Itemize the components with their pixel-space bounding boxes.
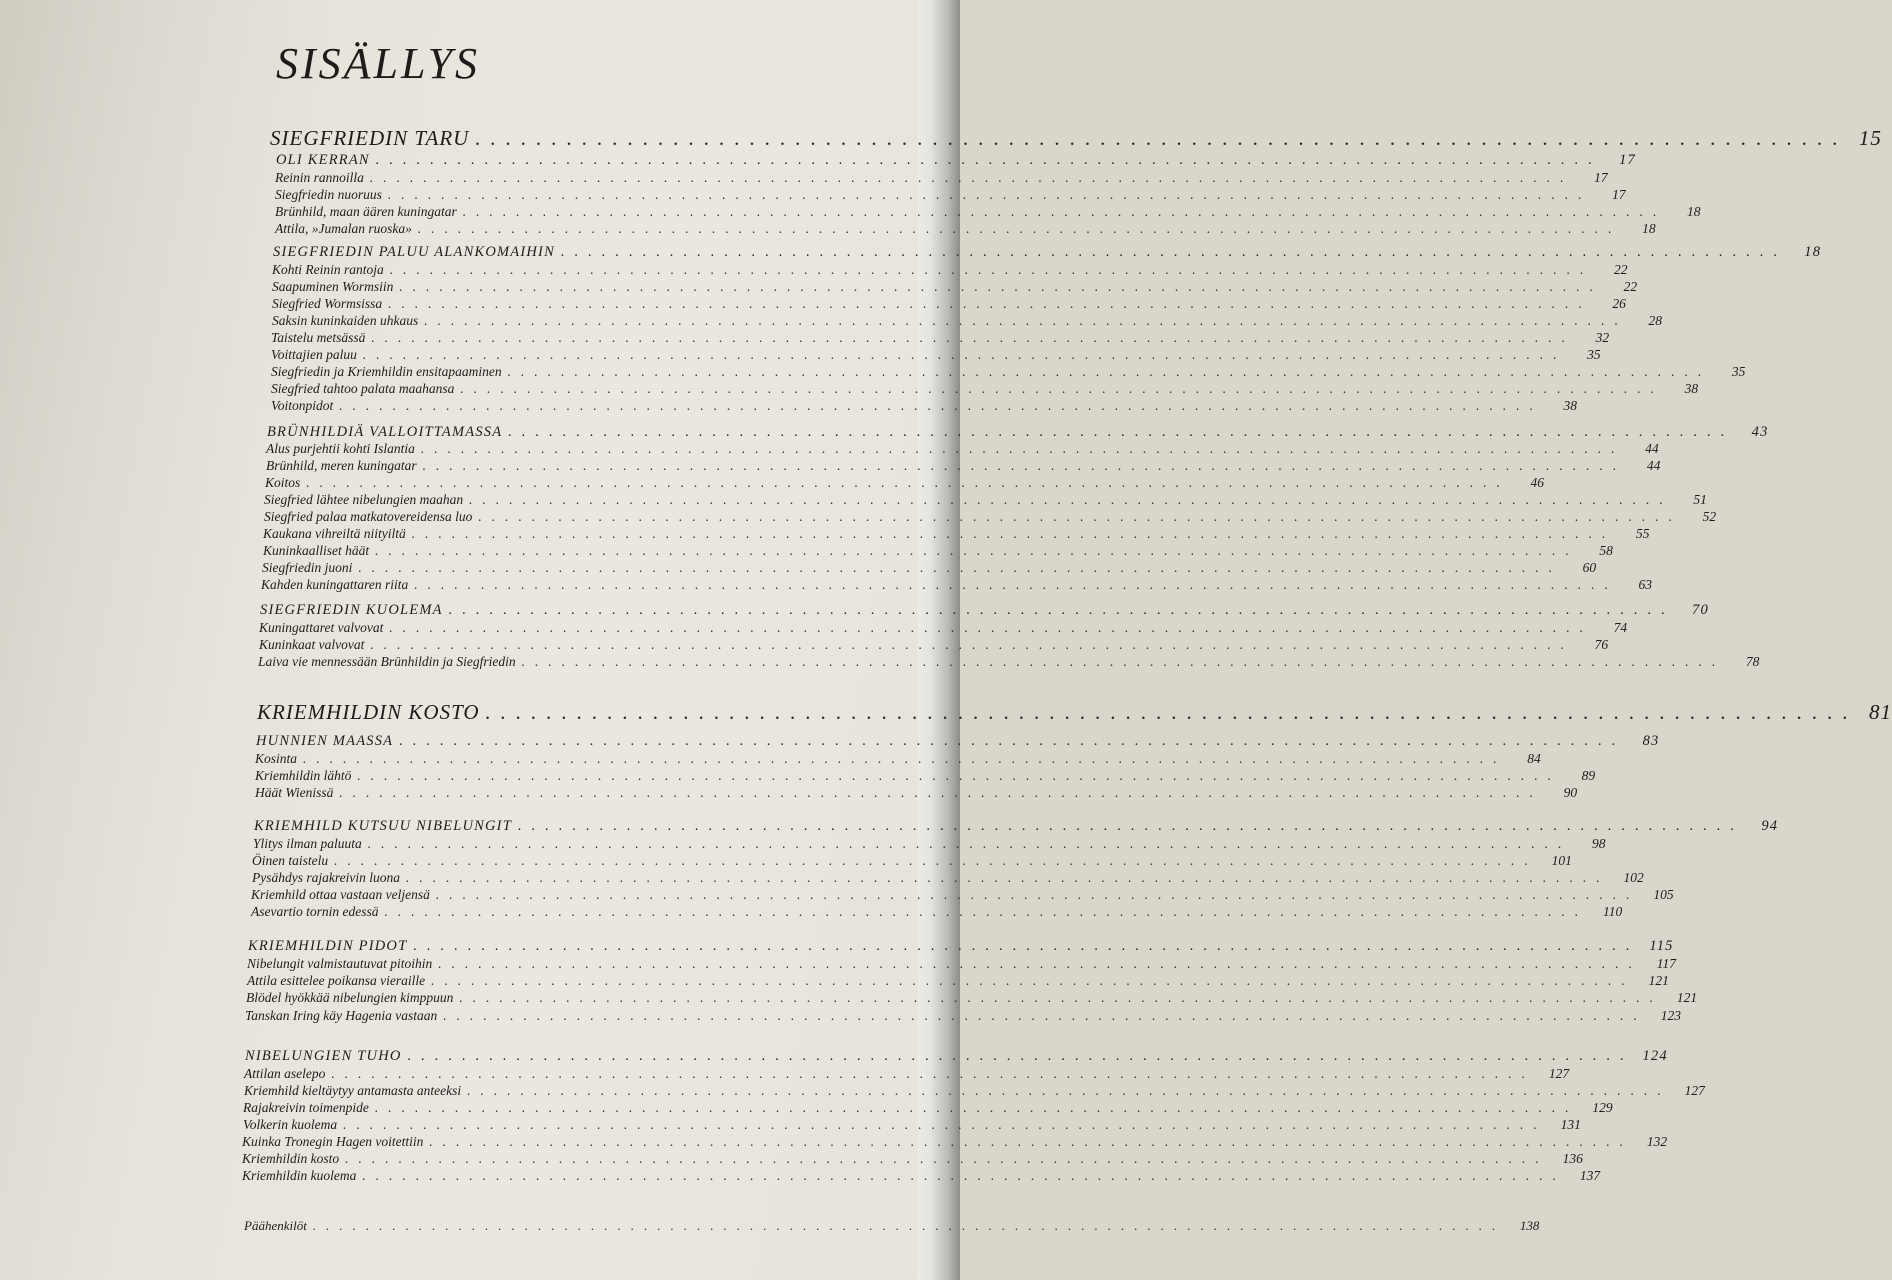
toc-chapter [276, 152, 1637, 172]
toc-section-title: Kriemhild kieltäytyy antamasta anteeksi [244, 1083, 462, 1098]
toc-section-page-number: 98 [1592, 836, 1606, 851]
toc-section [244, 1066, 1570, 1084]
toc-section-page-number: 101 [1551, 853, 1572, 868]
dot-leader: .......................................................................................... [462, 204, 1667, 219]
toc-section-page-number: 38 [1684, 381, 1699, 396]
toc-part-page-number: 15 [1858, 126, 1882, 150]
dot-leader: .......................................................................................... [399, 279, 1604, 294]
toc-section [242, 1151, 1583, 1169]
toc-section-title: Häät Wienissä [255, 785, 334, 800]
toc-part-title: KRIEMHILDIN KOSTO [257, 700, 480, 724]
toc-section-page-number: 127 [1684, 1083, 1705, 1098]
toc-section-title: Ylitys ilman paluuta [253, 836, 362, 851]
dot-leader: .......................................................................................... [303, 751, 1507, 766]
toc-section-page-number: 44 [1645, 441, 1659, 456]
toc-section [271, 398, 1578, 416]
toc-section-title: Saapuminen Wormsiin [272, 279, 394, 294]
toc-section-page-number: 117 [1656, 956, 1676, 971]
toc-section [275, 221, 1656, 239]
toc-section [275, 204, 1701, 222]
toc-section-title: Alus purjehtii kohti Islantia [266, 441, 415, 456]
toc-section-page-number: 137 [1579, 1168, 1601, 1183]
toc-section [271, 347, 1601, 365]
toc-section [243, 1117, 1581, 1135]
toc-section-title: Kosinta [255, 751, 298, 766]
toc-section-title: Siegfriedin juoni [262, 560, 353, 575]
toc-section [251, 904, 1623, 922]
toc-section-page-number: 102 [1623, 870, 1644, 885]
dot-leader: .......................................................................................... [312, 1218, 1506, 1233]
dot-leader: .......................................................................................... [339, 398, 1544, 413]
dot-leader: .......................................................................................... [369, 170, 1574, 185]
dot-leader: .......................................................................................... [420, 441, 1625, 456]
toc-section-title: Kohti Reinin rantoja [272, 262, 384, 277]
toc-section [266, 458, 1661, 476]
dot-leader: .......................................................................................... [424, 313, 1628, 328]
toc-section [265, 475, 1545, 493]
toc-section [247, 956, 1676, 974]
toc-chapter-title: SIEGFRIEDIN KUOLEMA [260, 602, 443, 618]
toc-section [244, 1083, 1705, 1101]
toc-chapter-title: KRIEMHILDIN PIDOT [248, 938, 408, 954]
toc-section-title: Kahden kuningattaren riita [261, 577, 409, 592]
toc-section-title: Taistelu metsässä [271, 330, 366, 345]
toc-section [272, 313, 1662, 331]
toc-section [271, 381, 1699, 399]
toc-section [242, 1168, 1601, 1186]
toc-section [272, 296, 1626, 314]
dot-leader: .......................................................................................... [459, 990, 1664, 1005]
toc-section-page-number: 55 [1635, 526, 1650, 541]
toc-section-title: Saksin kuninkaiden uhkaus [272, 313, 419, 328]
toc-section-title: Kaukana vihreiltä niityiltä [263, 526, 406, 541]
toc-section-page-number: 18 [1687, 204, 1701, 219]
toc-section-title: Attilan aselepo [244, 1066, 326, 1081]
toc-chapter-page-number: 17 [1619, 152, 1637, 168]
dot-leader: .......................................................................................... [384, 904, 1589, 919]
toc-section-title: Volkerin kuolema [243, 1117, 338, 1132]
toc-chapter-page-number: 124 [1642, 1048, 1668, 1064]
toc-section [264, 509, 1717, 527]
toc-section-page-number: 76 [1594, 637, 1609, 652]
dot-leader: .......................................................................................... [357, 768, 1562, 783]
toc-section-page-number: 89 [1581, 768, 1596, 783]
toc-section-page-number: 105 [1653, 887, 1674, 902]
toc-section-title: Brünhild, meren kuningatar [266, 458, 417, 473]
toc-section-title: Kriemhild ottaa vastaan veljensä [251, 887, 430, 902]
toc-section [251, 887, 1674, 905]
toc-section [247, 973, 1669, 991]
toc-section-page-number: 46 [1530, 475, 1545, 490]
toc-section [275, 187, 1626, 205]
toc-section-page-number: 18 [1642, 221, 1656, 236]
toc-section-title: Siegfried tahtoo palata maahansa [271, 381, 455, 396]
toc-section [255, 785, 1578, 803]
toc-chapter-page-number: 115 [1649, 938, 1674, 954]
dot-leader: .......................................................................................... [375, 543, 1579, 558]
dot-leader: .......................................................................................... [343, 1117, 1547, 1132]
dot-leader: .......................................................................................... [375, 152, 1603, 168]
dot-leader: .......................................................................................... [460, 381, 1665, 396]
dot-leader: .......................................................................................... [435, 887, 1640, 902]
dot-leader: .......................................................................................... [417, 221, 1622, 236]
toc-section [266, 441, 1659, 459]
toc-section-page-number: 44 [1646, 458, 1661, 473]
dot-leader: .......................................................................................... [475, 126, 1848, 150]
dot-leader: .......................................................................................... [306, 475, 1511, 490]
toc-section-title: Attila, »Jumalan ruoska» [275, 221, 412, 236]
dot-leader: .......................................................................................... [469, 492, 1673, 507]
toc-section-title: Kuningattaret valvovat [259, 620, 384, 635]
toc-section [263, 543, 1613, 561]
toc-section-page-number: 32 [1595, 330, 1610, 345]
dot-leader: .......................................................................................... [478, 509, 1683, 524]
toc-section-title: Kuinka Tronegin Hagen voitettiin [242, 1134, 424, 1149]
toc-section [262, 560, 1597, 578]
toc-chapter-page-number: 18 [1804, 244, 1822, 260]
toc-closing-entry-title: Päähenkilöt [244, 1218, 307, 1233]
toc-chapter [256, 733, 1660, 753]
dot-leader: .......................................................................................... [521, 654, 1726, 669]
dot-leader: .......................................................................................... [362, 347, 1567, 362]
dot-leader: .......................................................................................... [358, 560, 1563, 575]
dot-leader: .......................................................................................... [413, 938, 1640, 954]
toc-part [257, 700, 1892, 726]
toc-chapter-page-number: 83 [1642, 733, 1660, 749]
dot-leader: .......................................................................................... [438, 956, 1642, 971]
toc-section-title: Siegfried lähtee nibelungien maahan [264, 492, 464, 507]
toc-section [259, 637, 1609, 655]
toc-section [252, 853, 1572, 871]
toc-section-page-number: 90 [1563, 785, 1578, 800]
toc-section [255, 768, 1596, 786]
toc-section [259, 620, 1628, 638]
toc-section-page-number: 35 [1587, 347, 1601, 362]
dot-leader: .......................................................................................... [367, 836, 1572, 851]
toc-section-title: Attila esittelee poikansa vieraille [247, 973, 426, 988]
toc-section [272, 279, 1638, 297]
dot-leader: .......................................................................................... [485, 700, 1859, 724]
dot-leader: .......................................................................................... [339, 785, 1544, 800]
toc-section [243, 1100, 1613, 1118]
toc-section-page-number: 22 [1623, 279, 1638, 294]
dot-leader: .......................................................................................... [389, 262, 1594, 277]
dot-leader: .......................................................................................... [371, 330, 1576, 345]
toc-chapter [245, 1048, 1668, 1068]
dot-leader: .......................................................................................... [560, 244, 1788, 260]
toc-section-page-number: 78 [1745, 654, 1760, 669]
toc-section-page-number: 17 [1594, 170, 1608, 185]
toc-chapter-title: SIEGFRIEDIN PALUU ALANKOMAIHIN [273, 244, 555, 260]
toc-section-page-number: 121 [1676, 990, 1698, 1005]
toc-chapter [260, 602, 1709, 622]
toc-section [242, 1134, 1668, 1152]
toc-section-title: Voittajien paluu [271, 347, 357, 362]
toc-section-page-number: 123 [1660, 1008, 1681, 1023]
toc-section-page-number: 38 [1563, 398, 1578, 413]
toc-section [271, 330, 1610, 348]
toc-chapter-title: NIBELUNGIEN TUHO [245, 1048, 402, 1064]
dot-leader: .......................................................................................... [429, 1134, 1634, 1149]
dot-leader: .......................................................................................... [370, 637, 1575, 652]
toc-section [253, 836, 1606, 854]
toc-section-page-number: 17 [1612, 187, 1626, 202]
toc-section-page-number: 74 [1613, 620, 1628, 635]
toc-chapter-page-number: 70 [1692, 602, 1709, 618]
toc-section-title: Blödel hyökkää nibelungien kimppuun [246, 990, 454, 1005]
toc-section-title: Kriemhildin kuolema [242, 1168, 357, 1183]
toc-section-title: Tanskan Iring käy Hagenia vastaan [245, 1008, 438, 1023]
toc-chapter-title: OLI KERRAN [276, 152, 370, 168]
page-title: SISÄLLYS [276, 39, 481, 88]
toc-section-page-number: 127 [1548, 1066, 1570, 1081]
toc-section-page-number: 84 [1527, 751, 1541, 766]
toc-section [261, 577, 1652, 595]
dot-leader: .......................................................................................... [362, 1168, 1567, 1183]
dot-leader: .......................................................................................... [389, 620, 1594, 635]
toc-section-title: Koitos [265, 475, 301, 490]
toc-section-page-number: 58 [1599, 543, 1613, 558]
toc-chapter [273, 244, 1822, 264]
dot-leader: .......................................................................................... [443, 1008, 1647, 1023]
dot-leader: .......................................................................................... [387, 187, 1592, 202]
toc-section-title: Siegfried Wormsissa [272, 296, 383, 311]
toc-section [275, 170, 1608, 188]
toc-section-page-number: 129 [1592, 1100, 1613, 1115]
toc-section-page-number: 51 [1693, 492, 1707, 507]
toc-section [264, 492, 1707, 510]
toc-section-page-number: 63 [1638, 577, 1652, 592]
dot-leader: .......................................................................................... [374, 1100, 1579, 1115]
toc-section-title: Kuninkaat valvovat [259, 637, 365, 652]
toc-section-page-number: 121 [1648, 973, 1669, 988]
toc-chapter-page-number: 43 [1751, 424, 1769, 440]
toc-chapter-page-number: 94 [1761, 818, 1779, 834]
dot-leader: .......................................................................................... [345, 1151, 1549, 1166]
toc-section-title: Pysähdys rajakreivin luona [252, 870, 400, 885]
toc-section-title: Siegfriedin ja Kriemhildin ensitapaaminen [271, 364, 502, 379]
toc-section-title: Öinen taistelu [252, 853, 329, 868]
toc-section-title: Voitonpidot [271, 398, 334, 413]
toc-section-page-number: 35 [1731, 364, 1746, 379]
dot-leader: .......................................................................................... [388, 296, 1592, 311]
toc-section-title: Nibelungit valmistautuvat pitoihin [247, 956, 433, 971]
toc-section-page-number: 22 [1614, 262, 1628, 277]
toc-section-title: Kuninkaalliset häät [263, 543, 370, 558]
toc-section-page-number: 131 [1560, 1117, 1581, 1132]
dot-leader: .......................................................................................... [422, 458, 1627, 473]
dot-leader: .......................................................................................... [517, 818, 1745, 834]
dot-leader: .......................................................................................... [405, 870, 1610, 885]
toc-section-page-number: 28 [1648, 313, 1662, 328]
dot-leader: .......................................................................................... [508, 424, 1735, 440]
dot-leader: .......................................................................................... [507, 364, 1712, 379]
toc-chapter-title: BRÜNHILDIÄ VALLOITTAMASSA [267, 424, 503, 440]
toc-section-title: Kriemhildin lähtö [255, 768, 352, 783]
toc-section-page-number: 26 [1612, 296, 1626, 311]
toc-part [270, 126, 1882, 152]
toc-section-title: Kriemhildin kosto [242, 1151, 340, 1166]
dot-leader: .......................................................................................... [448, 602, 1675, 618]
toc-section-page-number: 52 [1702, 509, 1717, 524]
dot-leader: .......................................................................................... [399, 733, 1626, 749]
dot-leader: .......................................................................................... [431, 973, 1635, 988]
toc-section [263, 526, 1650, 544]
toc-closing-entry-page-number: 138 [1519, 1218, 1540, 1233]
dot-leader: .......................................................................................... [334, 853, 1538, 868]
toc-chapter-title: HUNNIEN MAASSA [256, 733, 394, 749]
toc-section-page-number: 132 [1646, 1134, 1668, 1149]
toc-chapter-title: KRIEMHILD KUTSUU NIBELUNGIT [254, 818, 512, 834]
toc-section-page-number: 60 [1582, 560, 1597, 575]
toc-section-title: Laiva vie mennessään Brünhildin ja Siegfriedin [258, 654, 516, 669]
dot-leader: .......................................................................................... [467, 1083, 1671, 1098]
toc-section [271, 364, 1746, 382]
toc-closing-entry [244, 1218, 1540, 1236]
toc-section-title: Brünhild, maan äären kuningatar [275, 204, 457, 219]
toc-section [258, 654, 1760, 672]
dot-leader: .......................................................................................... [331, 1066, 1536, 1081]
toc-section [255, 751, 1541, 769]
toc-chapter [254, 818, 1779, 838]
toc-section [245, 1008, 1681, 1026]
toc-section [272, 262, 1628, 280]
dot-leader: .......................................................................................... [407, 1048, 1634, 1064]
dot-leader: .......................................................................................... [411, 526, 1616, 541]
toc-section-title: Reinin rannoilla [275, 170, 364, 185]
toc-section-title: Siegfriedin nuoruus [275, 187, 382, 202]
toc-part-title: SIEGFRIEDIN TARU [270, 126, 470, 150]
toc-section-page-number: 110 [1603, 904, 1623, 919]
toc-section [246, 990, 1698, 1008]
toc-section-title: Siegfried palaa matkatovereidensa luo [264, 509, 473, 524]
toc-section [252, 870, 1644, 888]
toc-part-page-number: 81 [1869, 700, 1892, 724]
toc-section-page-number: 136 [1562, 1151, 1583, 1166]
dot-leader: .......................................................................................... [414, 577, 1618, 592]
toc-section-title: Asevartio tornin edessä [251, 904, 379, 919]
toc-section-title: Rajakreivin toimenpide [243, 1100, 369, 1115]
toc-chapter [248, 938, 1674, 958]
